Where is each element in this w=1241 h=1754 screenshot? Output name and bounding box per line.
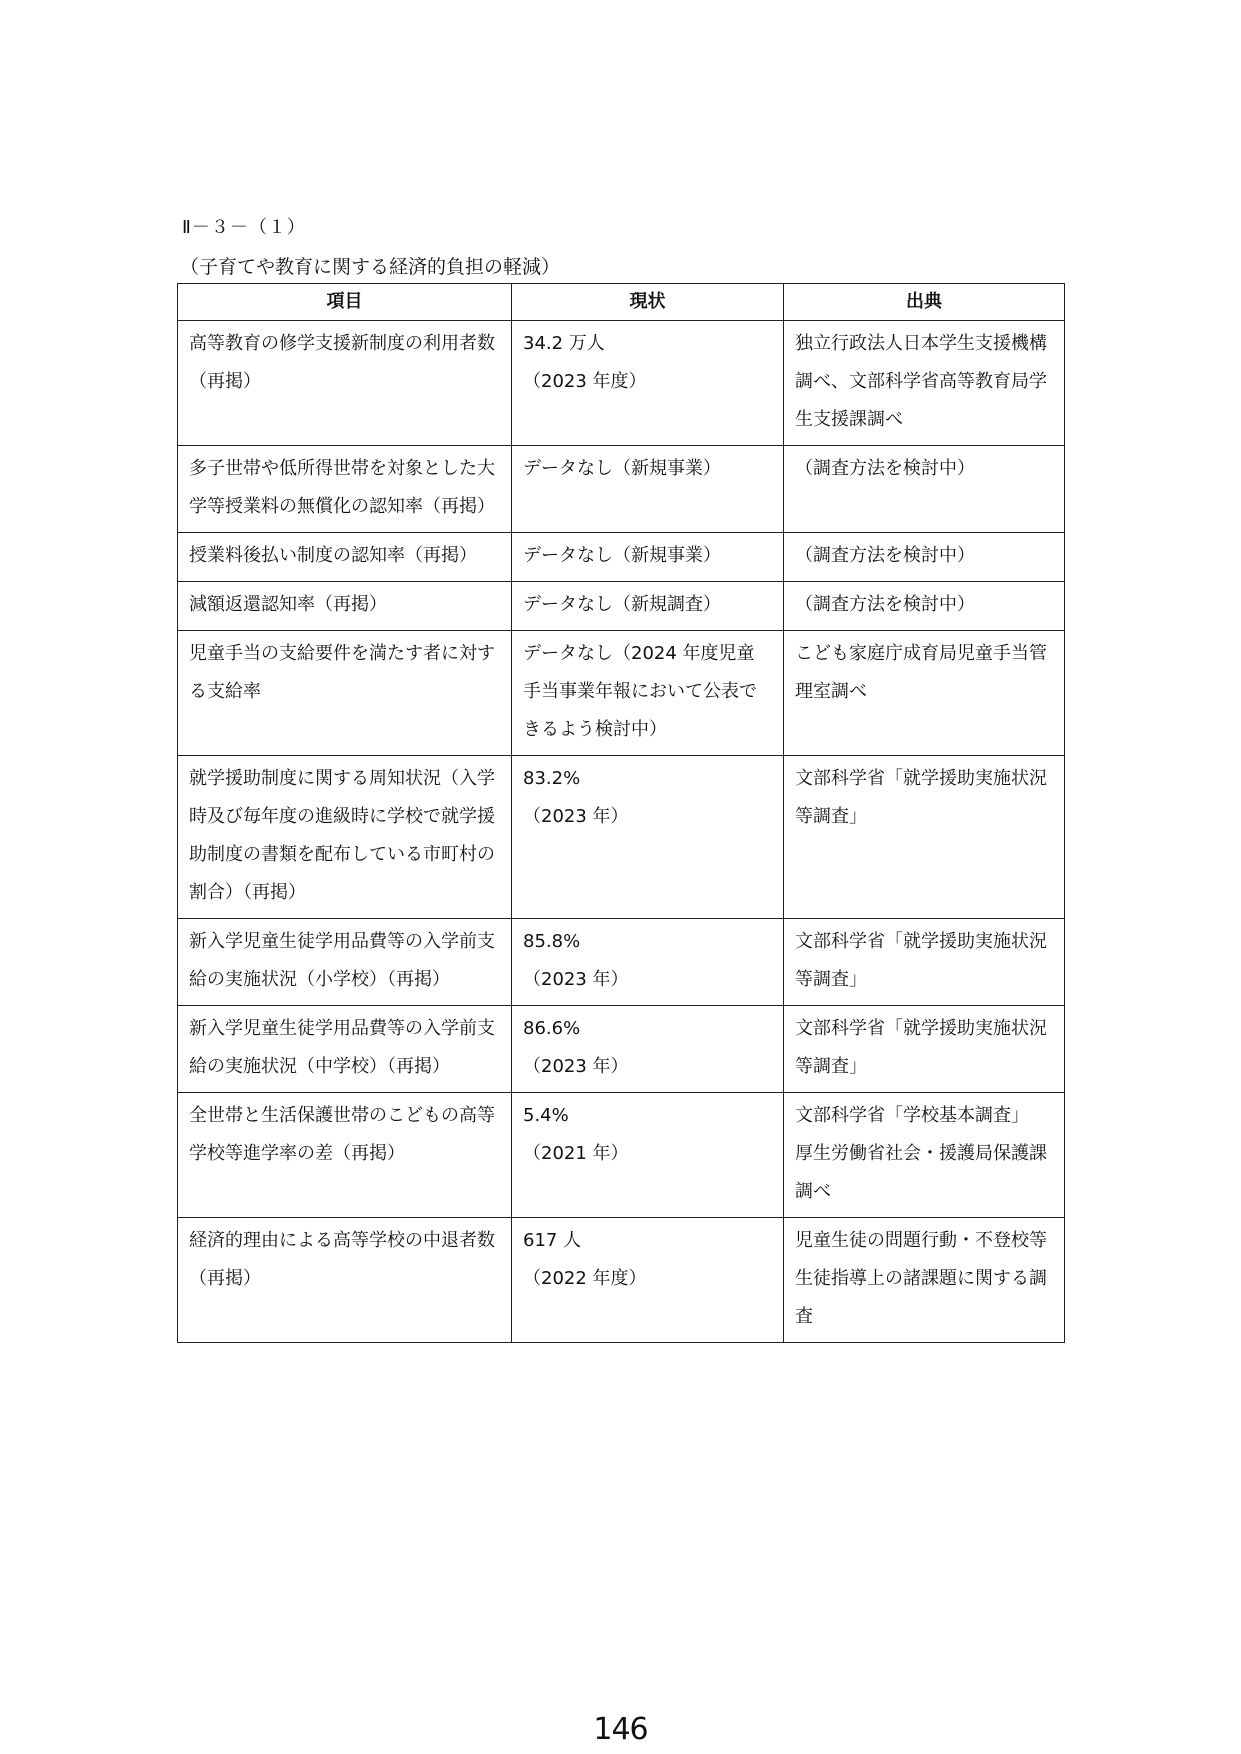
cell-status: データなし（2024 年度児童手当事業年報において公表できるよう検討中） — [512, 631, 784, 756]
cell-source: 文部科学省「就学援助実施状況等調査」 — [784, 1006, 1065, 1093]
cell-source: （調査方法を検討中） — [784, 446, 1065, 533]
table-body — [178, 321, 1065, 1343]
cell-item: 新入学児童生徒学用品費等の入学前支給の実施状況（小学校）（再掲） — [178, 919, 512, 1006]
table-row — [178, 533, 1065, 582]
cell-item: 就学援助制度に関する周知状況（入学時及び毎年度の進級時に学校で就学援助制度の書類を配布している市町村の割合）（再掲） — [178, 756, 512, 919]
cell-source: 独立行政法人日本学生支援機構調べ、文部科学省高等教育局学生支援課調べ — [784, 321, 1065, 446]
page-number: 146 — [593, 1712, 648, 1747]
cell-status: データなし（新規事業） — [512, 446, 784, 533]
cell-item: 新入学児童生徒学用品費等の入学前支給の実施状況（中学校）（再掲） — [178, 1006, 512, 1093]
header-status: 現状 — [512, 284, 784, 321]
indicator-table — [177, 283, 1065, 1343]
table-row — [178, 321, 1065, 446]
table-row — [178, 1218, 1065, 1343]
cell-item: 高等教育の修学支援新制度の利用者数（再掲） — [178, 321, 512, 446]
section-code: Ⅱ－３－（１） — [182, 217, 306, 238]
cell-status: 617 人 （2022 年度） — [512, 1218, 784, 1343]
section-title: （子育てや教育に関する経済的負担の軽減） — [180, 256, 561, 278]
header-item: 項目 — [178, 284, 512, 321]
cell-item: 減額返還認知率（再掲） — [178, 582, 512, 631]
cell-item: 多子世帯や低所得世帯を対象とした大学等授業料の無償化の認知率（再掲） — [178, 446, 512, 533]
cell-status: 34.2 万人 （2023 年度） — [512, 321, 784, 446]
cell-source: こども家庭庁成育局児童手当管理室調べ — [784, 631, 1065, 756]
table-row — [178, 446, 1065, 533]
table-row — [178, 582, 1065, 631]
header-row — [178, 284, 1065, 321]
table-row — [178, 1093, 1065, 1218]
table-row — [178, 919, 1065, 1006]
cell-source: 文部科学省「就学援助実施状況等調査」 — [784, 756, 1065, 919]
cell-status: 5.4% （2021 年） — [512, 1093, 784, 1218]
cell-source: 文部科学省「学校基本調査」 厚生労働省社会・援護局保護課調べ — [784, 1093, 1065, 1218]
table-row — [178, 1006, 1065, 1093]
cell-status: データなし（新規調査） — [512, 582, 784, 631]
cell-source: 文部科学省「就学援助実施状況等調査」 — [784, 919, 1065, 1006]
cell-item: 児童手当の支給要件を満たす者に対する支給率 — [178, 631, 512, 756]
cell-item: 授業料後払い制度の認知率（再掲） — [178, 533, 512, 582]
cell-source: （調査方法を検討中） — [784, 533, 1065, 582]
cell-status: データなし（新規事業） — [512, 533, 784, 582]
header-source: 出典 — [784, 284, 1065, 321]
table-row — [178, 756, 1065, 919]
cell-status: 83.2% （2023 年） — [512, 756, 784, 919]
table-row — [178, 631, 1065, 756]
cell-status: 86.6% （2023 年） — [512, 1006, 784, 1093]
table-header — [178, 284, 1065, 321]
cell-source: （調査方法を検討中） — [784, 582, 1065, 631]
cell-source: 児童生徒の問題行動・不登校等生徒指導上の諸課題に関する調査 — [784, 1218, 1065, 1343]
cell-status: 85.8% （2023 年） — [512, 919, 784, 1006]
cell-item: 経済的理由による高等学校の中退者数（再掲） — [178, 1218, 512, 1343]
cell-item: 全世帯と生活保護世帯のこどもの高等学校等進学率の差（再掲） — [178, 1093, 512, 1218]
